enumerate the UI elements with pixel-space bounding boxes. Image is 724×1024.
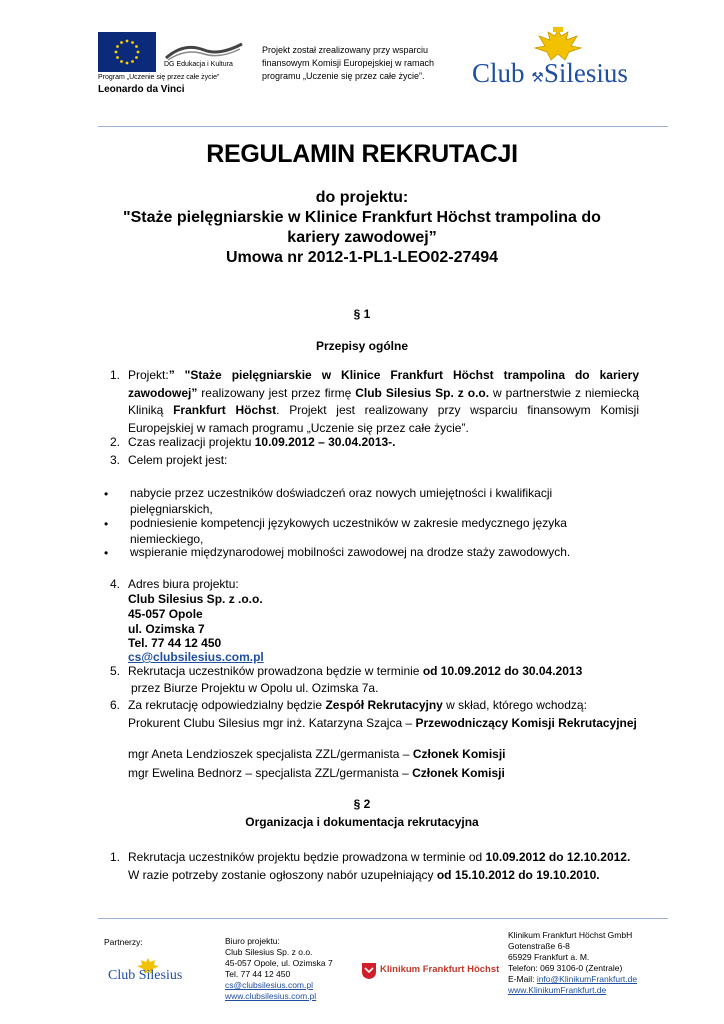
committee-member: mgr Ewelina Bednorz – specjalista ZZL/germanista – Członek Komisji	[128, 766, 505, 780]
partners-label: Partnerzy:	[104, 937, 143, 947]
item-number: 5.	[110, 664, 121, 678]
item-recruitment-schedule: Rekrutacja uczestników projektu będzie prowadzona w terminie od 10.09.2012 do 12.10.2012. W razie potrzeby zostanie ogłoszony nabór uzupełniający od 15.10.2012 do 19.10.2010.	[128, 850, 631, 882]
section-2-mark: § 2	[353, 797, 371, 811]
klinikum-email-link[interactable]: info@KlinikumFrankfurt.de	[536, 974, 638, 984]
item-number: 6.	[110, 698, 121, 712]
office-email-link[interactable]: cs@clubsilesius.com.pl	[128, 650, 264, 664]
document-title: REGULAMIN REKRUTACJI	[206, 140, 518, 168]
klinikum-line: Telefon: 069 3106-0 (Zentrale)	[508, 963, 623, 973]
klinikum-web-link[interactable]: www.KlinikumFrankfurt.de	[508, 985, 607, 995]
header-divider	[98, 126, 668, 127]
subtitle-intro: do projektu:	[315, 189, 409, 206]
office-email-link[interactable]: cs@clubsilesius.com.pl	[225, 980, 313, 990]
committee-chair: Prokurent Clubu Silesius mgr inż. Katarzyna Szajca – Przewodniczący Komisji Rekrutacyjnej	[128, 716, 637, 730]
item-number: 3.	[110, 453, 121, 467]
footer-club-silesius-logo: Club Silesius	[108, 968, 183, 983]
bullet-icon: •	[104, 546, 109, 560]
office-line: Club Silesius Sp. z o.o.	[225, 947, 313, 957]
committee-member: mgr Aneta Lendzioszek specjalista ZZL/germanista – Członek Komisji	[128, 747, 506, 761]
office-address-label: Adres biura projektu:	[128, 577, 239, 591]
item-number: 4.	[110, 577, 121, 591]
klinikum-crest-icon	[361, 962, 377, 980]
item-recruitment-place: przez Biurze Projektu w Opolu ul. Ozimska 7a.	[131, 681, 379, 695]
office-line: Biuro projektu:	[225, 936, 280, 946]
subtitle-contract: Umowa nr 2012-1-PL1-LEO02-27494	[225, 249, 499, 266]
klinikum-line: Gotenstraße 6-8	[508, 941, 570, 951]
office-block	[225, 936, 365, 1002]
klinikum-line: 65929 Frankfurt a. M.	[508, 952, 590, 962]
program-label: Program „Uczenie się przez całe życie”	[98, 74, 220, 81]
dg-label: DG Edukacja i Kultura	[164, 61, 233, 68]
subtitle-project: "Staże pielęgniarskie w Klinice Frankfurt Höchst trampolina do	[123, 209, 601, 226]
klinikum-block: Klinikum Frankfurt Höchst GmbH Gotenstraße 6-8 65929 Frankfurt a. M. Telefon: 069 3106-0 (Zentrale) E-Mail: info@KlinikumFrankfurt.de www.KlinikumFrankfurt.de	[508, 930, 668, 996]
item-project-desc: Projekt:” "Staże pielęgniarskie w Klinice Frankfurt Höchst trampolina do kariery zawodowej” realizowany jest przez firmę Club Silesius Sp. z o.o. w partnerstwie z niemiecką Kliniką Frankfurt Höchst. Projekt jest realizowany przy wsparciu finansowym Komisji Europejskiej w ramach programu „Uczenie się przez całe życie”.	[128, 368, 639, 435]
subtitle-project-cont: kariery zawodowej”	[287, 229, 437, 246]
item-duration: Czas realizacji projektu 10.09.2012 – 30.04.2013-.	[128, 435, 396, 449]
item-number: 2.	[110, 435, 121, 449]
funding-note: Projekt został zrealizowany przy wsparciu finansowym Komisji Europejskiej w ramach programu „Uczenie się przez całe życie”.	[262, 45, 435, 81]
office-web-link[interactable]: www.clubsilesius.com.pl	[225, 991, 317, 1001]
office-address-phone: Tel. 77 44 12 450	[128, 636, 222, 650]
section-1-heading: Przepisy ogólne	[315, 339, 409, 353]
office-address-postal: 45-057 Opole	[128, 607, 203, 621]
item-number: 1.	[110, 368, 121, 382]
office-address-company: Club Silesius Sp. z .o.o.	[128, 592, 263, 606]
klinikum-logo: Klinikum Frankfurt Höchst	[380, 964, 500, 975]
footer-divider	[98, 918, 668, 919]
item-recruitment-period: Rekrutacja uczestników prowadzona będzie w terminie od 10.09.2012 do 30.04.2013	[128, 664, 583, 678]
office-line: 45-057 Opole, ul. Ozimska 7	[225, 958, 333, 968]
dg-swoosh-logo	[164, 40, 244, 62]
office-line: Tel. 77 44 12 450	[225, 969, 291, 979]
section-2-heading: Organizacja i dokumentacja rekrutacyjna	[245, 815, 479, 829]
bullet-icon: •	[104, 487, 109, 501]
club-silesius-logo: Club ⚒Silesius	[472, 58, 628, 88]
leonardo-label: Leonardo da Vinci	[98, 84, 185, 95]
bullet-icon: •	[104, 517, 109, 531]
section-1-mark: § 1	[353, 307, 371, 321]
goal-item: nabycie przez uczestników doświadczeń oraz nowych umiejętności i kwalifikacji pielęgniarskich,	[130, 486, 553, 516]
item-goals-intro: Celem projekt jest:	[128, 453, 228, 467]
eu-flag-icon	[98, 32, 156, 72]
goal-item: wspieranie międzynarodowej mobilności zawodowej na drodze staży zawodowych.	[130, 545, 571, 559]
item-committee-intro: Za rekrutację odpowiedzialny będzie Zespół Rekrutacyjny w skład, którego wchodzą:	[128, 698, 587, 712]
klinikum-line: Klinikum Frankfurt Höchst GmbH	[508, 930, 633, 940]
item-number: 1.	[110, 850, 121, 864]
office-address-street: ul. Ozimska 7	[128, 622, 205, 636]
goal-item: podniesienie kompetencji językowych uczestników w zakresie medycznego języka niemieckiego,	[130, 516, 567, 546]
